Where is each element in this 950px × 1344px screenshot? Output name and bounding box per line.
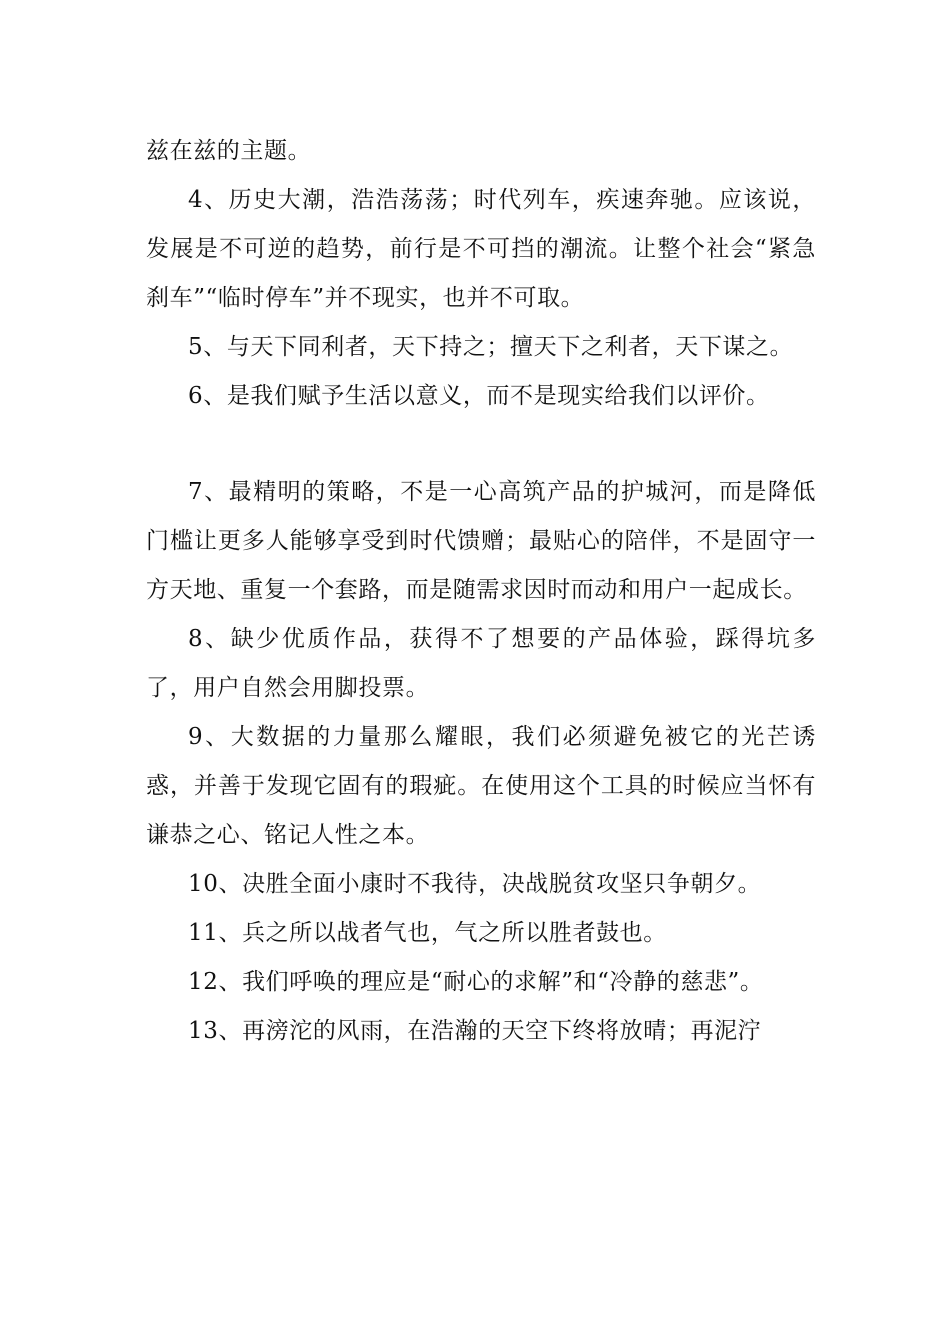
paragraph-item-6: 6、是我们赋予生活以意义，而不是现实给我们以评价。 — [188, 383, 770, 409]
paragraph-item-9: 9、大数据的力量那么耀眼，我们必须避免被它的光芒诱惑，并善于发现它固有的瑕疵。在使用这个工具的时候应当怀有谦恭之心、铭记人性之本。 — [146, 724, 816, 848]
paragraph-item-8: 8、缺少优质作品，获得不了想要的产品体验，踩得坑多了，用户自然会用脚投票。 — [146, 626, 816, 701]
paragraph-spacer — [146, 421, 816, 468]
paragraph-item-4: 4、历史大潮，浩浩荡荡；时代列车，疾速奔驰。应该说，发展是不可逆的趋势，前行是不可挡的潮流。让整个社会“紧急刹车”“临时停车”并不现实，也并不可取。 — [146, 187, 816, 311]
paragraph-item-12: 12、我们呼唤的理应是“耐心的求解”和“冷静的慈悲”。 — [188, 969, 764, 995]
paragraph-item-5: 5、与天下同利者，天下持之；擅天下之利者，天下谋之。 — [188, 334, 794, 360]
document-body — [146, 127, 816, 1056]
paragraph-item-10: 10、决胜全面小康时不我待，决战脱贫攻坚只争朝夕。 — [188, 871, 762, 897]
paragraph-continuation: 兹在兹的主题。 — [146, 138, 312, 164]
paragraph-item-13: 13、再滂沱的风雨，在浩瀚的天空下终将放晴；再泥泞 — [188, 1018, 762, 1044]
paragraph-item-7: 7、最精明的策略，不是一心高筑产品的护城河，而是降低门槛让更多人能够享受到时代馈赠；最贴心的陪伴，不是固守一方天地、重复一个套路，而是随需求因时而动和用户一起成长。 — [146, 479, 816, 603]
paragraph-item-11: 11、兵之所以战者气也，气之所以胜者鼓也。 — [188, 920, 667, 946]
